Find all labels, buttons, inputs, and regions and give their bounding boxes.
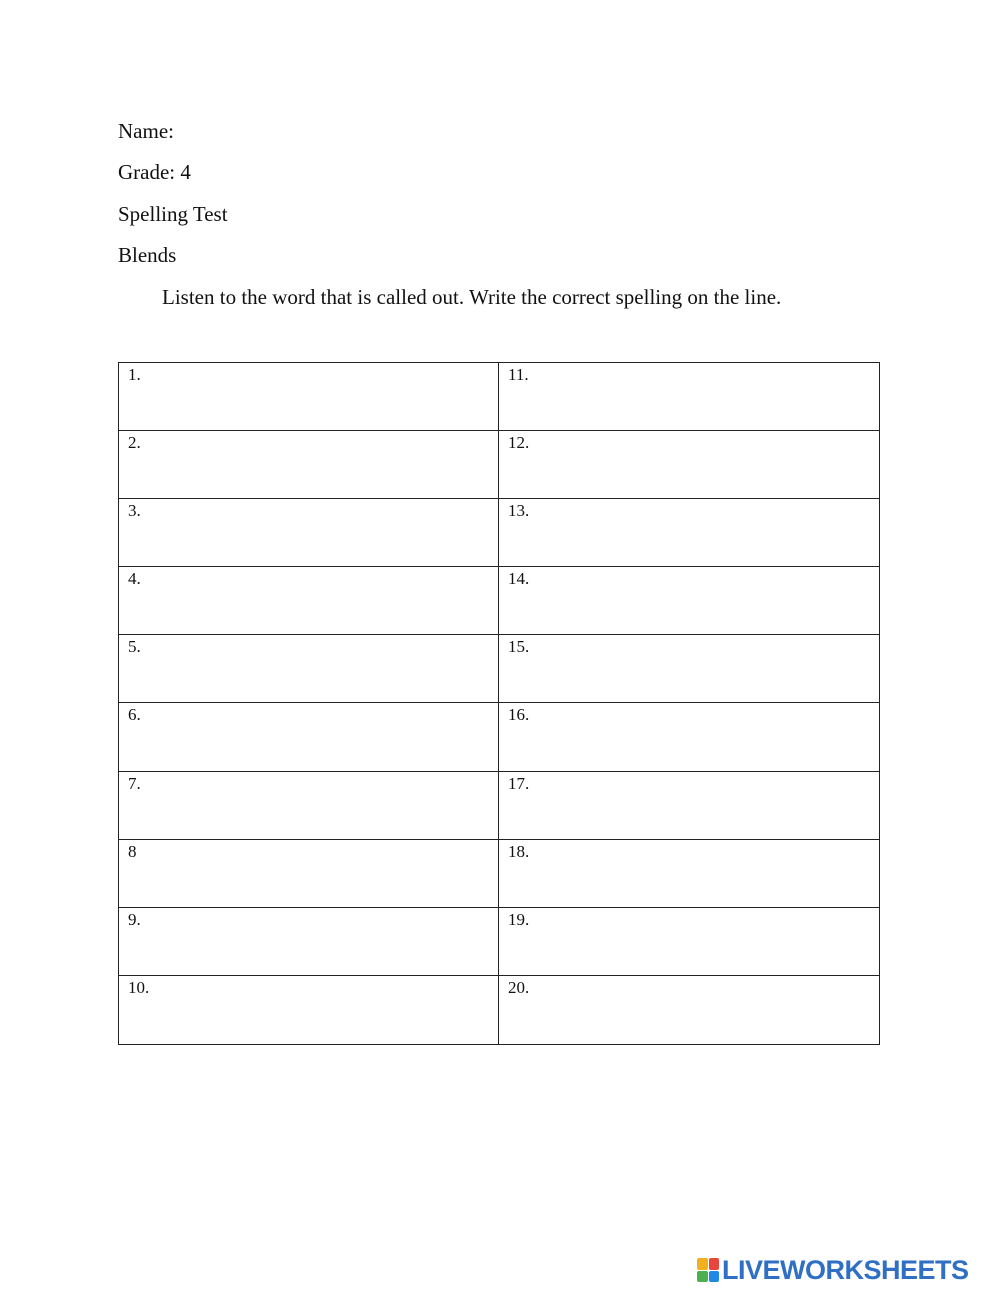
answer-cell: [119, 431, 499, 499]
answer-cell: [119, 772, 499, 840]
grade-label: Grade: 4: [118, 160, 191, 184]
item-number: 2.: [128, 433, 141, 453]
answer-cell: [119, 976, 499, 1044]
answer-cell: [119, 908, 499, 976]
logo-blocks-icon: [697, 1258, 719, 1282]
item-number: 17.: [508, 773, 530, 793]
item-number: 7.: [128, 773, 141, 793]
answer-cell: [119, 840, 499, 908]
answer-cell: [499, 908, 879, 976]
item-number: 19.: [508, 909, 530, 929]
answer-cell: [119, 635, 499, 703]
item-number: 1.: [128, 365, 141, 384]
topic-label: Blends: [118, 243, 177, 267]
instructions: Listen to the word that is called out. Write the correct spelling on the line.: [162, 285, 782, 309]
item-number: 12.: [508, 433, 530, 453]
answer-cell: [499, 772, 879, 840]
item-number: 14.: [508, 569, 530, 589]
liveworksheets-logo: [697, 1255, 969, 1285]
answer-cell: [499, 976, 879, 1044]
answer-cell: [119, 499, 499, 567]
answer-cell: [499, 840, 879, 908]
answer-cell: [119, 363, 499, 431]
answer-cell: [119, 703, 499, 771]
item-number: 13.: [508, 501, 530, 521]
answer-cell: [499, 567, 879, 635]
item-number: 6.: [128, 705, 141, 725]
answer-cell: [499, 703, 879, 771]
logo-text: LIVEWORKSHEETS: [722, 1255, 969, 1285]
answer-cell: [499, 363, 879, 431]
item-number: 4.: [128, 569, 141, 589]
item-number: 11.: [508, 365, 529, 384]
item-number: 18.: [508, 841, 530, 861]
test-title: Spelling Test: [118, 202, 228, 226]
item-number: 16.: [508, 705, 530, 725]
item-number: 5.: [128, 637, 141, 657]
item-number: 9.: [128, 909, 141, 929]
answer-cell: [499, 635, 879, 703]
item-number: 10.: [128, 977, 150, 997]
item-number: 15.: [508, 637, 530, 657]
item-number: 3.: [128, 501, 141, 521]
answer-cell: [499, 499, 879, 567]
item-number: 20.: [508, 977, 530, 997]
answer-cell: [119, 567, 499, 635]
name-label: Name:: [118, 119, 174, 143]
item-number: 8: [128, 841, 137, 861]
answer-table: [118, 362, 880, 1045]
answer-cell: [499, 431, 879, 499]
